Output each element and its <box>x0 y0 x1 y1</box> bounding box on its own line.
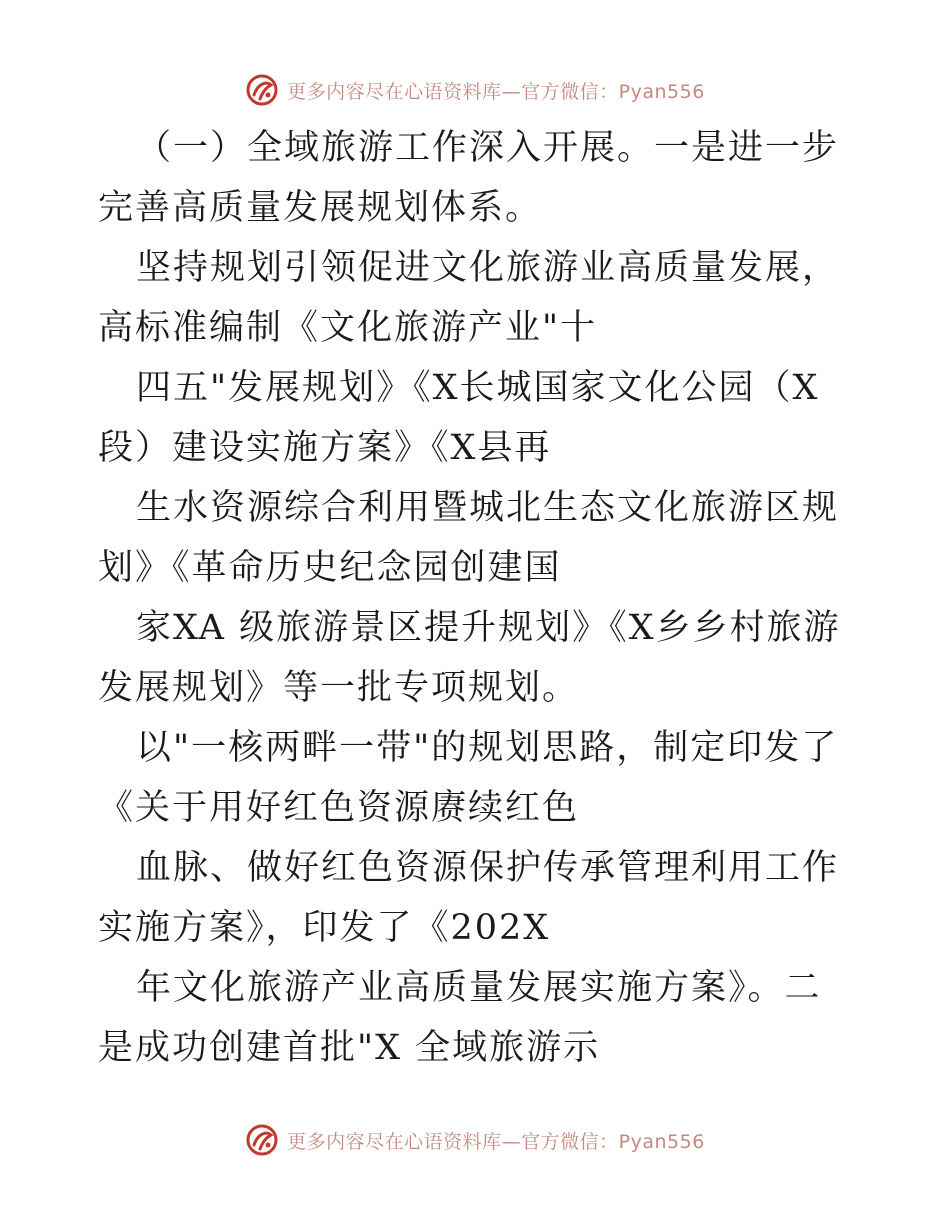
footer-banner-inner <box>245 1123 705 1157</box>
paragraph-2: 坚持规划引领促进文化旅游业高质量发展，高标准编制《文化旅游产业"十 <box>98 248 840 348</box>
document-body <box>98 118 858 1078</box>
header-banner-inner <box>245 73 705 107</box>
footer-banner-text: 更多内容尽在心语资料库—官方微信：Pyan556 <box>287 1130 705 1153</box>
paragraph-4: 生水资源综合利用暨城北生态文化旅游区规划》《革命历史纪念园创建国 <box>98 488 840 588</box>
header-banner-text: 更多内容尽在心语资料库—官方微信：Pyan556 <box>287 80 705 103</box>
footer-banner <box>0 1118 950 1162</box>
paragraph-5: 家XA 级旅游景区提升规划》《X乡乡村旅游发展规划》等一批专项规划。 <box>98 608 841 708</box>
paragraph-3: 四五"发展规划》《X长城国家文化公园（X段）建设实施方案》《X县再 <box>98 368 820 468</box>
header-banner <box>0 68 950 112</box>
paragraph-8: 年文化旅游产业高质量发展实施方案》。二是成功创建首批"X 全域旅游示 <box>98 968 822 1068</box>
paragraph-6: 以"一核两畔一带"的规划思路，制定印发了《关于用好红色资源赓续红色 <box>98 728 839 828</box>
seal-logo-icon <box>245 73 279 107</box>
paragraph-7: 血脉、做好红色资源保护传承管理利用工作实施方案》，印发了《202X <box>98 848 840 948</box>
paragraph-1: （一）全域旅游工作深入开展。一是进一步完善高质量发展规划体系。 <box>98 128 840 228</box>
seal-logo-icon <box>245 1123 279 1157</box>
